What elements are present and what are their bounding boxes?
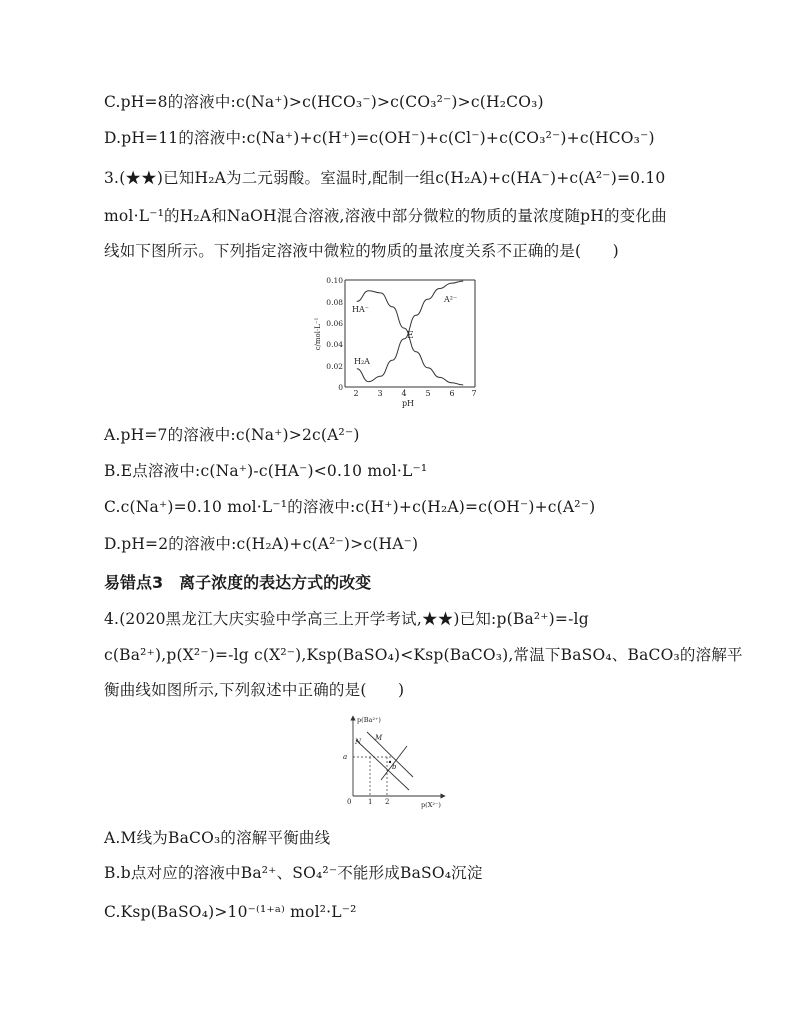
tick-1: 1	[368, 798, 373, 806]
q4-chart	[335, 712, 450, 817]
x-tick-2: 2	[353, 389, 359, 398]
q4-option-a: A.M线为BaCO₃的溶解平衡曲线	[104, 829, 331, 847]
q4-option-c: C.Ksp(BaSO₄)>10⁻⁽¹⁺ᵃ⁾ mol²·L⁻²	[104, 903, 357, 921]
tick-0: 0	[347, 798, 352, 806]
x-tick-5: 5	[425, 389, 431, 398]
y-tick-008: 0.08	[326, 298, 343, 307]
q4-y-label: p(Ba²⁺)	[357, 716, 381, 724]
line-m-lower	[367, 732, 413, 777]
label-m: M	[375, 734, 383, 742]
q3-x-ticks	[353, 389, 476, 398]
section-heading: 易错点3 离子浓度的表达方式的改变	[104, 573, 372, 592]
y-tick-0: 0	[338, 383, 343, 392]
q4-stem-line-1: 4.(2020黑龙江大庆实验中学高三上开学考试,★★)已知:p(Ba²⁺)=-lg	[104, 610, 589, 628]
point-b	[389, 761, 391, 763]
y-tick-006: 0.06	[326, 319, 343, 328]
q3-stem-line-2: mol·L⁻¹的H₂A和NaOH混合溶液,溶液中部分微粒的物质的量浓度随pH的变化曲	[104, 207, 667, 225]
label-n: N	[355, 738, 362, 746]
x-tick-3: 3	[377, 389, 383, 398]
q3-chart	[310, 272, 485, 412]
x-tick-7: 7	[471, 389, 477, 398]
series-ha-label: HA⁻	[352, 305, 369, 314]
q2-option-c: C.pH=8的溶液中:c(Na⁺)>c(HCO₃⁻)>c(CO₃²⁻)>c(H₂CO₃)	[104, 93, 544, 111]
q4-stem-line-3: 衡曲线如图所示,下列叙述中正确的是( )	[104, 681, 405, 699]
label-b: b	[392, 763, 397, 771]
q2-option-d: D.pH=11的溶液中:c(Na⁺)+c(H⁺)=c(OH⁻)+c(Cl⁻)+c(CO₃²⁻)+c(HCO₃⁻)	[104, 129, 655, 147]
y-tick-002: 0.02	[326, 362, 343, 371]
q3-y-ticks	[326, 276, 343, 392]
x-tick-4: 4	[401, 389, 407, 398]
point-e-label: E	[407, 331, 414, 341]
q4-option-b: B.b点对应的溶液中Ba²⁺、SO₄²⁻不能形成BaSO₄沉淀	[104, 864, 483, 882]
q3-option-c: C.c(Na⁺)=0.10 mol·L⁻¹的溶液中:c(H⁺)+c(H₂A)=c(OH⁻)+c(A²⁻)	[104, 498, 596, 516]
series-h2a-label: H₂A	[354, 357, 370, 366]
series-a2-label: A²⁻	[444, 295, 458, 304]
q4-x-label: p(X²⁻)	[421, 801, 441, 809]
q3-y-label: c/mol·L⁻¹	[314, 317, 322, 351]
q3-stem-line-3: 线如下图所示。下列指定溶液中微粒的物质的量浓度关系不正确的是( )	[104, 242, 619, 260]
q3-stem-line-1: 3.(★★)已知H₂A为二元弱酸。室温时,配制一组c(H₂A)+c(HA⁻)+c(A²⁻)=0.10	[104, 169, 666, 187]
q3-option-a: A.pH=7的溶液中:c(Na⁺)>2c(A²⁻)	[104, 426, 360, 444]
q3-option-d: D.pH=2的溶液中:c(H₂A)+c(A²⁻)>c(HA⁻)	[104, 535, 419, 553]
q3-x-label: pH	[401, 399, 415, 408]
tick-a: a	[343, 753, 348, 761]
y-tick-010: 0.10	[326, 276, 343, 285]
q4-figure	[335, 712, 450, 817]
q3-figure	[310, 272, 485, 412]
q3-option-b: B.E点溶液中:c(Na⁺)-c(HA⁻)<0.10 mol·L⁻¹	[104, 462, 428, 480]
y-tick-004: 0.04	[326, 340, 343, 349]
tick-2: 2	[385, 798, 390, 806]
x-tick-6: 6	[449, 389, 455, 398]
q4-stem-line-2: c(Ba²⁺),p(X²⁻)=-lg c(X²⁻),Ksp(BaSO₄)<Ksp(BaCO₃),常温下BaSO₄、BaCO₃的溶解平	[104, 646, 743, 664]
